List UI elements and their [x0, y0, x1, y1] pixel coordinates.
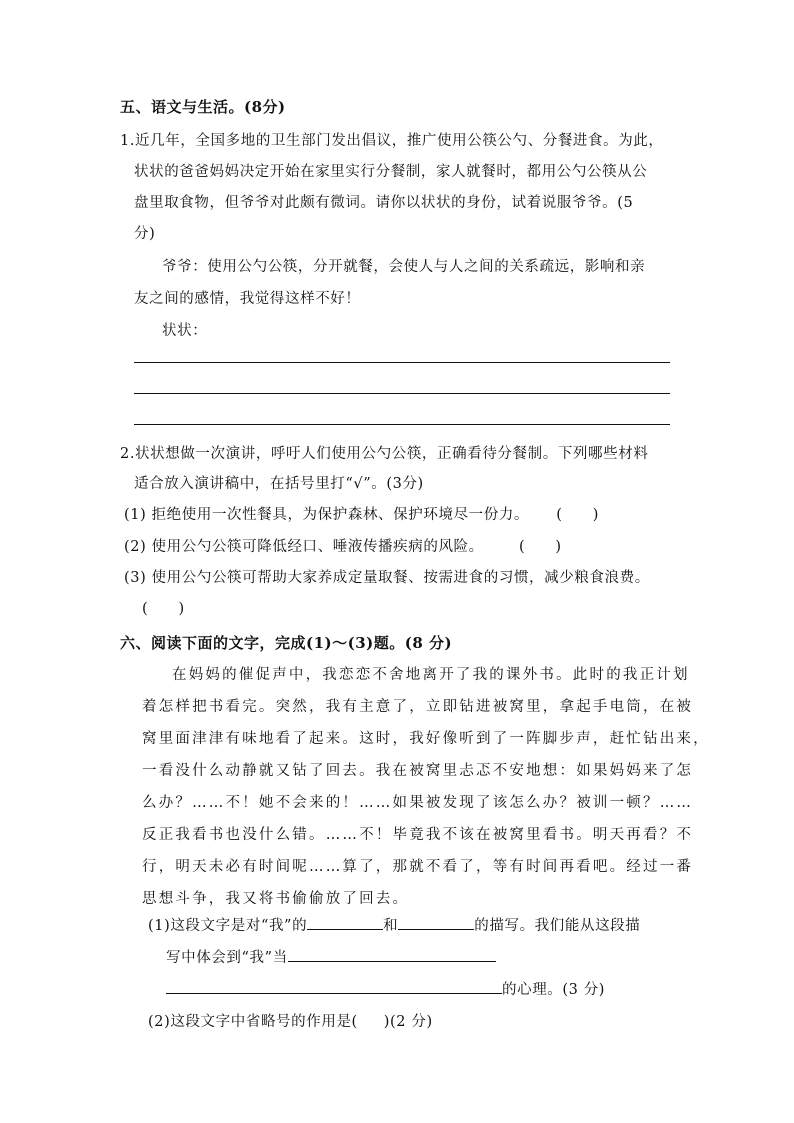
s6-q1-text-c: 的描写。我们能从这段描: [474, 918, 641, 934]
passage-line-1: 在妈妈的催促声中，我恋恋不舍地离开了我的课外书。此时的我正计划: [172, 667, 690, 683]
s6-q2-text-end: )(2 分): [383, 1014, 433, 1030]
q1-line-3: 盘里取食物，但爷爷对此颇有微词。请你以状状的身份，试着说服爷爷。(5: [134, 195, 634, 211]
q2-line-1: 2.状状想做一次演讲，呼吁人们使用公勺公筷，正确看待分餐制。下列哪些材料: [120, 446, 649, 462]
q2-option-3: (3) 使用公勺公筷可帮助大家养成定量取餐、按需进食的习惯，减少粮食浪费。: [124, 570, 650, 586]
s6-q1-line-1: [148, 914, 640, 935]
answer-paren[interactable]: ( ): [556, 507, 599, 523]
grandpa-line-1: 爷爷：使用公勺公筷，分开就餐，会使人与人之间的关系疏远，影响和亲: [162, 259, 646, 275]
s6-q1-line-3: [166, 978, 605, 999]
blank-1[interactable]: [307, 915, 383, 930]
passage-line-7: 行，明天未必有时间呢……算了，那就不看了，等有时间再看吧。经过一番: [142, 859, 694, 875]
s6-q1-text-e: 的心理。(3 分): [502, 982, 606, 998]
q2-option-3-paren[interactable]: ( ): [142, 601, 185, 617]
blank-2[interactable]: [398, 915, 474, 930]
answer-paren[interactable]: ( ): [518, 539, 562, 555]
blank-3[interactable]: [288, 947, 496, 962]
answer-line-2[interactable]: [134, 393, 670, 394]
q1-line-2: 状状的爸爸妈妈决定开始在家里实行分餐制，家人就餐时，都用公勺公筷从公: [134, 164, 648, 180]
s6-q1-text-a: (1)这段文字是对“我”的: [148, 918, 308, 934]
passage-line-2: 着怎样把书看完。突然，我有主意了，立即钻进被窝里，拿起手电筒，在被: [142, 699, 694, 715]
q2-option-2: [124, 535, 562, 556]
q1-line-1: 1.近几年，全国多地的卫生部门发出倡议，推广使用公筷公勺、分餐进食。为此，: [120, 133, 664, 149]
answer-line-1[interactable]: [134, 362, 670, 363]
section-6-title: 六、阅读下面的文字，完成(1)～(3)题。(8 分): [120, 634, 453, 652]
option-text: (2) 使用公勺公筷可降低经口、唾液传播疾病的风险。: [124, 539, 484, 555]
section-5-title: 五、语文与生活。(8分): [120, 98, 286, 116]
s6-q1-text-d: 写中体会到“我”当: [166, 950, 288, 966]
q2-line-2: 适合放入演讲稿中，在括号里打“√”。(3分): [134, 476, 424, 492]
passage-line-5: 么办？……不！她不会来的！……如果被发现了该怎么办？被训一顿？……: [142, 795, 694, 811]
answer-line-3[interactable]: [134, 424, 670, 425]
grandpa-line-2: 友之间的感情，我觉得这样不好！: [134, 291, 361, 307]
passage-line-3: 窝里面津津有味地看了起来。这时，我好像听到了一阵脚步声，赶忙钻出来，: [142, 731, 710, 747]
option-text: (1) 拒绝使用一次性餐具，为保护森林、保护环境尽一份力。: [124, 507, 530, 523]
passage-line-4: 一看没什么动静就又钻了回去。我在被窝里忐忑不安地想：如果妈妈来了怎: [142, 763, 694, 779]
q1-line-4: 分): [134, 226, 156, 242]
s6-q1-line-2: [166, 946, 496, 967]
s6-q2-line: [148, 1010, 433, 1031]
passage-line-8: 思想斗争，我又将书偷偷放了回去。: [142, 891, 410, 907]
s6-q2-text: (2)这段文字中省略号的作用是(: [148, 1014, 358, 1030]
zhuangzhuang-label: 状状：: [162, 323, 208, 339]
passage-line-6: 反正我看书也没什么错。……不！毕竟我不该在被窝里看书。明天再看？不: [142, 827, 694, 843]
s6-q1-text-b: 和: [383, 918, 399, 934]
q2-option-1: [124, 503, 599, 524]
blank-4[interactable]: [166, 979, 502, 994]
